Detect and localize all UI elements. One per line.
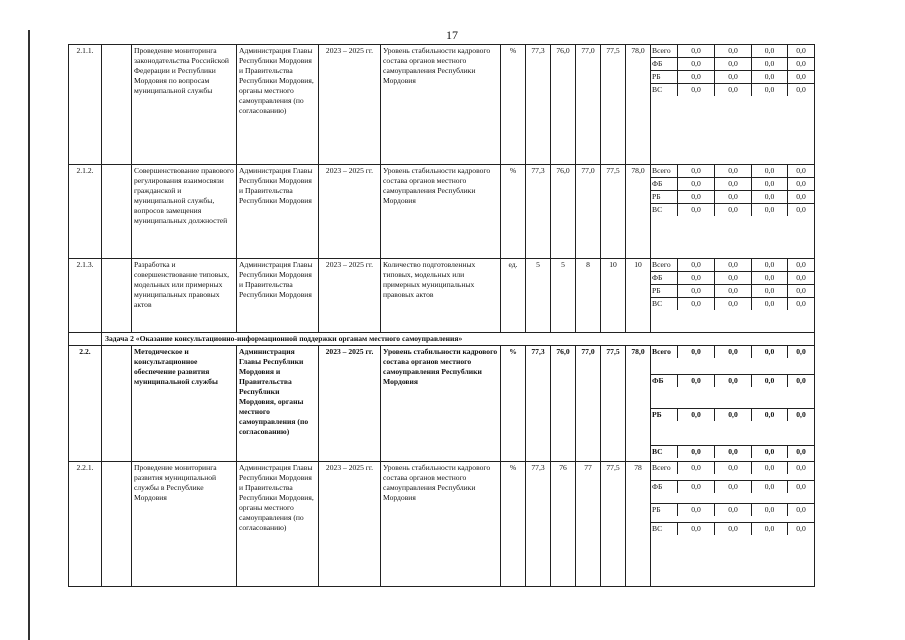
funding-block <box>651 259 815 333</box>
value-2: 76,0 <box>551 45 576 165</box>
funding-row-vs: ВС 0,0 0,0 0,0 0,0 <box>651 298 814 310</box>
period: 2023 – 2025 гг. <box>319 462 381 587</box>
task-2-title: Задача 2 «Оказание консультационно-информационной поддержки органам местного самоуправления» <box>102 333 815 346</box>
funding-row-vs: ВС 0,0 0,0 0,0 0,0 <box>651 84 814 96</box>
value-1: 77,3 <box>526 165 551 259</box>
value-2: 76 <box>551 462 576 587</box>
row-number: 2.2. <box>69 346 102 462</box>
value-4: 77,5 <box>601 165 626 259</box>
executor: Администрация Главы Республики Мордовия и Правительства Республики Мордовия <box>237 259 319 333</box>
empty-cell <box>102 462 132 587</box>
funding-row-vs: ВС 0,0 0,0 0,0 0,0 <box>651 446 814 458</box>
value-4: 77,5 <box>601 346 626 462</box>
funding-row-total: Всего 0,0 0,0 0,0 0,0 <box>651 462 814 481</box>
value-2: 76,0 <box>551 165 576 259</box>
period: 2023 – 2025 гг. <box>319 259 381 333</box>
indicator: Количество подготовленных типовых, модельных или примерных муниципальных правовых актов <box>381 259 501 333</box>
measure-name: Проведение мониторинга законодательства Российской Федерации и Республики Мордовия по вопросам муниципальной службы <box>132 45 237 165</box>
value-3: 77,0 <box>576 45 601 165</box>
program-table <box>68 44 815 587</box>
value-5: 78,0 <box>626 165 651 259</box>
value-5: 78 <box>626 462 651 587</box>
funding-block <box>651 165 815 259</box>
funding-row-total: Всего 0,0 0,0 0,0 0,0 <box>651 165 814 178</box>
funding-row-rb: РБ 0,0 0,0 0,0 0,0 <box>651 71 814 84</box>
value-5: 78,0 <box>626 346 651 462</box>
funding-row-rb: РБ 0,0 0,0 0,0 0,0 <box>651 191 814 204</box>
table-row-2-1-3 <box>69 259 815 333</box>
empty-cell <box>69 333 102 346</box>
value-3: 77,0 <box>576 346 601 462</box>
value-5: 10 <box>626 259 651 333</box>
indicator: Уровень стабильности кадрового состава органов местного самоуправления Республики Мордовия <box>381 165 501 259</box>
measure-name: Проведение мониторинга развития муниципальной службы в Республике Мордовия <box>132 462 237 587</box>
value-4: 77,5 <box>601 45 626 165</box>
funding-row-total: Всего 0,0 0,0 0,0 0,0 <box>651 346 814 375</box>
executor: Администрация Главы Республики Мордовия и Правительства Республики Мордовия, органы местного самоуправления (по согласованию) <box>237 462 319 587</box>
unit: % <box>501 45 526 165</box>
unit: % <box>501 165 526 259</box>
page-number: 17 <box>446 28 458 42</box>
funding-block <box>651 462 815 587</box>
funding-row-fb: ФБ 0,0 0,0 0,0 0,0 <box>651 272 814 285</box>
funding-row-fb: ФБ 0,0 0,0 0,0 0,0 <box>651 58 814 71</box>
unit: % <box>501 462 526 587</box>
measure-name: Методическое и консультационное обеспечение развития муниципальной службы <box>132 346 237 462</box>
executor: Администрация Главы Республики Мордовия и Правительства Республики Мордовия, органы местного самоуправления (по согласованию) <box>237 45 319 165</box>
value-3: 77 <box>576 462 601 587</box>
funding-row-rb: РБ 0,0 0,0 0,0 0,0 <box>651 409 814 446</box>
value-1: 77,3 <box>526 462 551 587</box>
funding-row-vs: ВС 0,0 0,0 0,0 0,0 <box>651 523 814 535</box>
empty-cell <box>102 259 132 333</box>
table-row-2-1-1 <box>69 45 815 165</box>
row-number: 2.2.1. <box>69 462 102 587</box>
empty-cell <box>102 45 132 165</box>
funding-row-fb: ФБ 0,0 0,0 0,0 0,0 <box>651 481 814 504</box>
value-3: 8 <box>576 259 601 333</box>
row-number: 2.1.3. <box>69 259 102 333</box>
table-row-2-2 <box>69 346 815 462</box>
funding-row-total: Всего 0,0 0,0 0,0 0,0 <box>651 259 814 272</box>
value-1: 5 <box>526 259 551 333</box>
margin-line <box>28 30 30 640</box>
period: 2023 – 2025 гг. <box>319 165 381 259</box>
value-1: 77,3 <box>526 45 551 165</box>
value-3: 77,0 <box>576 165 601 259</box>
measure-name: Совершенствование правового регулирования взаимосвязи гражданской и муниципальной службы, вопросов замещения муниципальных должностей <box>132 165 237 259</box>
value-4: 77,5 <box>601 462 626 587</box>
empty-cell <box>102 346 132 462</box>
funding-row-total: Всего 0,0 0,0 0,0 0,0 <box>651 45 814 58</box>
row-number: 2.1.2. <box>69 165 102 259</box>
empty-cell <box>102 165 132 259</box>
indicator: Уровень стабильности кадрового состава органов местного самоуправления Республики Мордовия <box>381 346 501 462</box>
indicator: Уровень стабильности кадрового состава органов местного самоуправления Республики Мордовия <box>381 462 501 587</box>
funding-row-rb: РБ 0,0 0,0 0,0 0,0 <box>651 504 814 523</box>
measure-name: Разработка и совершенствование типовых, модельных или примерных муниципальных правовых актов <box>132 259 237 333</box>
funding-row-vs: ВС 0,0 0,0 0,0 0,0 <box>651 204 814 216</box>
task-2-heading-row <box>69 333 815 346</box>
executor: Администрация Главы Республики Мордовия и Правительства Республики Мордовия, органы местного самоуправления (по согласованию) <box>237 346 319 462</box>
table-row-2-1-2 <box>69 165 815 259</box>
indicator: Уровень стабильности кадрового состава органов местного самоуправления Республики Мордовия <box>381 45 501 165</box>
value-2: 76,0 <box>551 346 576 462</box>
period: 2023 – 2025 гг. <box>319 346 381 462</box>
row-number: 2.1.1. <box>69 45 102 165</box>
value-5: 78,0 <box>626 45 651 165</box>
unit: ед. <box>501 259 526 333</box>
funding-row-fb: ФБ 0,0 0,0 0,0 0,0 <box>651 375 814 409</box>
executor: Администрация Главы Республики Мордовия и Правительства Республики Мордовия <box>237 165 319 259</box>
unit: % <box>501 346 526 462</box>
value-1: 77,3 <box>526 346 551 462</box>
value-2: 5 <box>551 259 576 333</box>
funding-block <box>651 346 815 462</box>
funding-row-fb: ФБ 0,0 0,0 0,0 0,0 <box>651 178 814 191</box>
funding-row-rb: РБ 0,0 0,0 0,0 0,0 <box>651 285 814 298</box>
value-4: 10 <box>601 259 626 333</box>
funding-block <box>651 45 815 165</box>
table-row-2-2-1 <box>69 462 815 587</box>
period: 2023 – 2025 гг. <box>319 45 381 165</box>
